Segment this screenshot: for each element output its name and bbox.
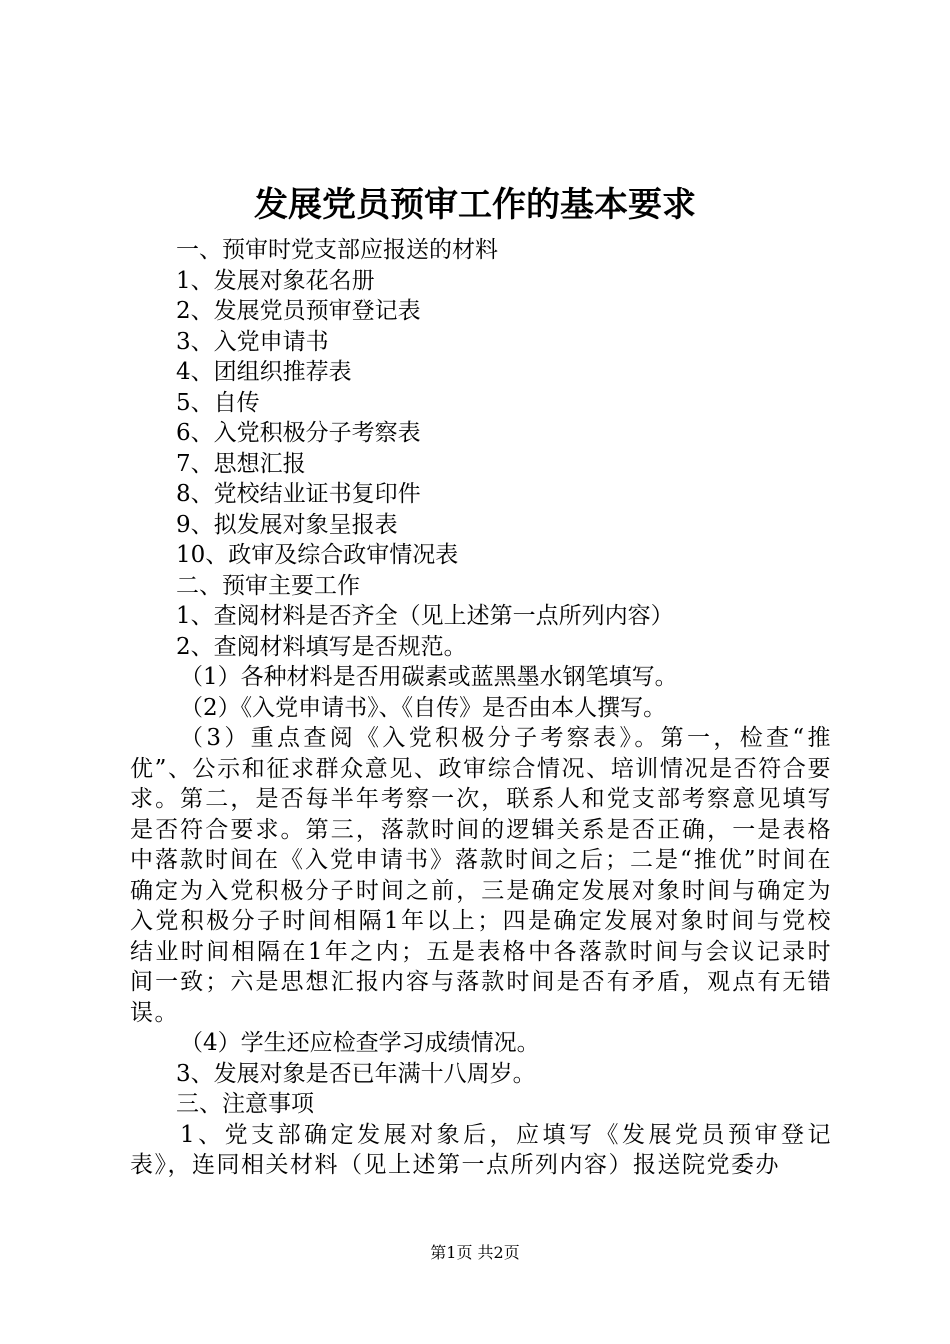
list-item: 6、入党积极分子考察表: [176, 420, 421, 446]
paragraph-item-3: （3）重点查阅《入党积极分子考察表》。第一，检查“推优”、公示和征求群众意见、政审综合情况、培训情况是否符合要求。第二，是否每半年考察一次，联系人和党支部考察意见填写是否符合要求。第三，落款时间的逻辑关系是否正确，一是表格中落款时间在《入党申请书》落款时间之后；二是“推优”时间在确定为入党积极分子时间之前，三是确定发展对象时间与确定为入党积极分子时间相隔1年以上；四是确定发展对象时间与党校结业时间相隔在1年之内；五是表格中各落款时间与会议记录时间一致；六是思想汇报内容与落款时间是否有矛盾，观点有无错误。: [130, 725, 832, 1026]
sub-item: （1）各种材料是否用碳素或蓝黑墨水钢笔填写。: [180, 664, 678, 690]
sub-item: （4）学生还应检查学习成绩情况。: [180, 1030, 540, 1056]
list-item: 3、入党申请书: [176, 328, 329, 355]
list-item: 5、自传: [176, 389, 260, 416]
section-heading-1: 一、预审时党支部应报送的材料: [176, 237, 498, 263]
list-item: 8、党校结业证书复印件: [176, 481, 421, 507]
list-item: 2、发展党员预审登记表: [176, 298, 421, 324]
sub-item: （2）《入党申请书》、《自传》是否由本人撰写。: [180, 694, 667, 721]
list-item: 4、团组织推荐表: [176, 359, 352, 385]
list-item: 1、查阅材料是否齐全（见上述第一点所列内容）: [176, 603, 674, 629]
list-item: 7、思想汇报: [176, 450, 306, 477]
document-body: [130, 235, 832, 1181]
section-heading-3: 三、注意事项: [176, 1091, 314, 1117]
section-heading-2: 二、预审主要工作: [176, 572, 360, 599]
list-item: 2、查阅材料填写是否规范。: [176, 633, 467, 660]
list-item: 3、发展对象是否已年满十八周岁。: [176, 1060, 536, 1087]
list-item: 10、政审及综合政审情况表: [176, 542, 459, 568]
document-title: 发展党员预审工作的基本要求: [254, 185, 696, 225]
list-item: 1、发展对象花名册: [176, 267, 375, 294]
page-footer: 第1页 共2页: [430, 1243, 520, 1262]
list-item: 9、拟发展对象呈报表: [176, 511, 398, 538]
paragraph-notice: 1、党支部确定发展对象后，应填写《发展党员预审登记表》，连同相关材料（见上述第一点所列内容）报送院党委办: [130, 1121, 832, 1178]
